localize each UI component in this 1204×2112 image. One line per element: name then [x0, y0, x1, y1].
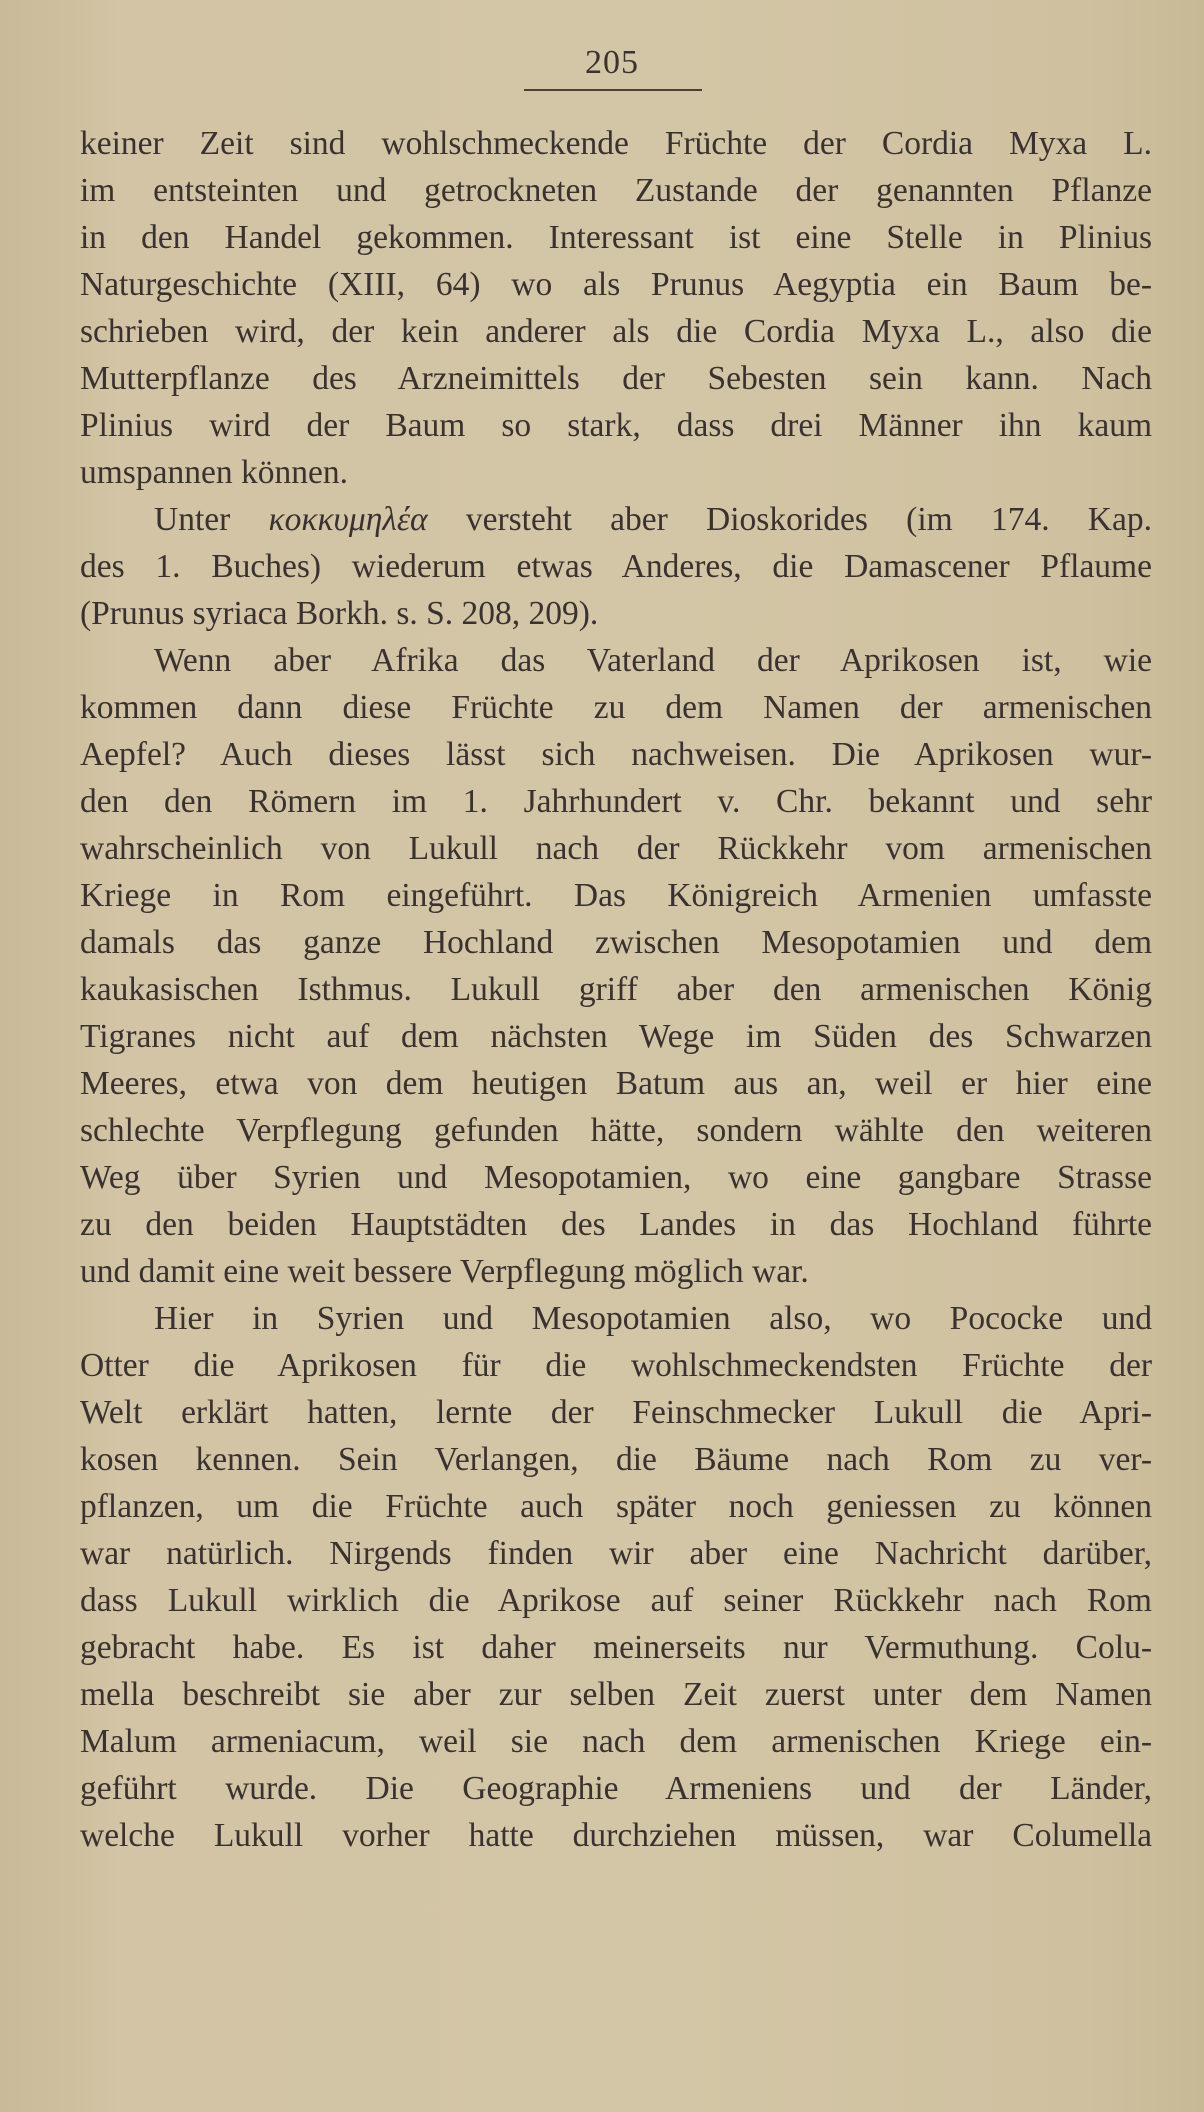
text-line: im entsteinten und getrockneten Zustande der genannten Pflanze [80, 172, 1152, 209]
text-line: Tigranes nicht auf dem nächsten Wege im Süden des Schwarzen [80, 1018, 1152, 1055]
text-line: in den Handel gekommen. Interessant ist eine Stelle in Plinius [80, 219, 1152, 256]
text-line: mella beschreibt sie aber zur selben Zeit zuerst unter dem Namen [80, 1676, 1152, 1713]
text-line: Mutterpflanze des Arzneimittels der Sebesten sein kann. Nach [80, 360, 1152, 397]
text-line: Plinius wird der Baum so stark, dass drei Männer ihn kaum [80, 407, 1152, 444]
text-line: kosen kennen. Sein Verlangen, die Bäume nach Rom zu ver- [80, 1441, 1152, 1478]
text-line: Wenn aber Afrika das Vaterland der Aprikosen ist, wie [154, 642, 1152, 679]
text-line: Aepfel? Auch dieses lässt sich nachweisen. Die Aprikosen wur- [80, 736, 1152, 773]
paragraph [80, 120, 1152, 496]
paragraph [80, 496, 1152, 637]
text-line: geführt wurde. Die Geographie Armeniens und der Länder, [80, 1770, 1152, 1807]
page-number-rule [524, 89, 702, 91]
text-line: Malum armeniacum, weil sie nach dem armenischen Kriege ein- [80, 1723, 1152, 1760]
text-line: kommen dann diese Früchte zu dem Namen der armenischen [80, 689, 1152, 726]
text-line: Unter κοκκυμηλέα versteht aber Dioskorides (im 174. Kap. [154, 501, 1152, 538]
text-line: dass Lukull wirklich die Aprikose auf seiner Rückkehr nach Rom [80, 1582, 1152, 1619]
text-line: Naturgeschichte (XIII, 64) wo als Prunus Aegyptia ein Baum be- [80, 266, 1152, 303]
text-line: Hier in Syrien und Mesopotamien also, wo Pococke und [154, 1300, 1152, 1337]
text-line: kaukasischen Isthmus. Lukull griff aber den armenischen König [80, 971, 1152, 1008]
text-line: welche Lukull vorher hatte durchziehen müssen, war Columella [80, 1817, 1152, 1854]
text-line: zu den beiden Hauptstädten des Landes in das Hochland führte [80, 1206, 1152, 1243]
text-line: schlechte Verpflegung gefunden hätte, sondern wählte den weiteren [80, 1112, 1152, 1149]
text-line: schrieben wird, der kein anderer als die Cordia Myxa L., also die [80, 313, 1152, 350]
text-line: Meeres, etwa von dem heutigen Batum aus an, weil er hier eine [80, 1065, 1152, 1102]
text-line: Kriege in Rom eingeführt. Das Königreich Armenien umfasste [80, 877, 1152, 914]
text-line: Weg über Syrien und Mesopotamien, wo eine gangbare Strasse [80, 1159, 1152, 1196]
text-line: und damit eine weit bessere Verpflegung möglich war. [80, 1253, 809, 1290]
page-number: 205 [585, 44, 639, 81]
text-line: (Prunus syriaca Borkh. s. S. 208, 209). [80, 595, 599, 632]
text-line: umspannen können. [80, 454, 348, 491]
text-line: war natürlich. Nirgends finden wir aber eine Nachricht darüber, [80, 1535, 1152, 1572]
text-line: pflanzen, um die Früchte auch später noch geniessen zu können [80, 1488, 1152, 1525]
text-line: des 1. Buches) wiederum etwas Anderes, die Damascener Pflaume [80, 548, 1152, 585]
text-line: keiner Zeit sind wohlschmeckende Früchte der Cordia Myxa L. [80, 125, 1152, 162]
text-line: Otter die Aprikosen für die wohlschmeckendsten Früchte der [80, 1347, 1152, 1384]
text-line: damals das ganze Hochland zwischen Mesopotamien und dem [80, 924, 1152, 961]
text-line: wahrscheinlich von Lukull nach der Rückkehr vom armenischen [80, 830, 1152, 867]
text-line: gebracht habe. Es ist daher meinerseits nur Vermuthung. Colu- [80, 1629, 1152, 1666]
text-line: den den Römern im 1. Jahrhundert v. Chr. bekannt und sehr [80, 783, 1152, 820]
paragraph [80, 1295, 1152, 1859]
text-line: Welt erklärt hatten, lernte der Feinschmecker Lukull die Apri- [80, 1394, 1152, 1431]
greek-term: κοκκυμηλέα [268, 501, 428, 538]
body-text [80, 120, 1152, 1859]
paragraph [80, 637, 1152, 1295]
